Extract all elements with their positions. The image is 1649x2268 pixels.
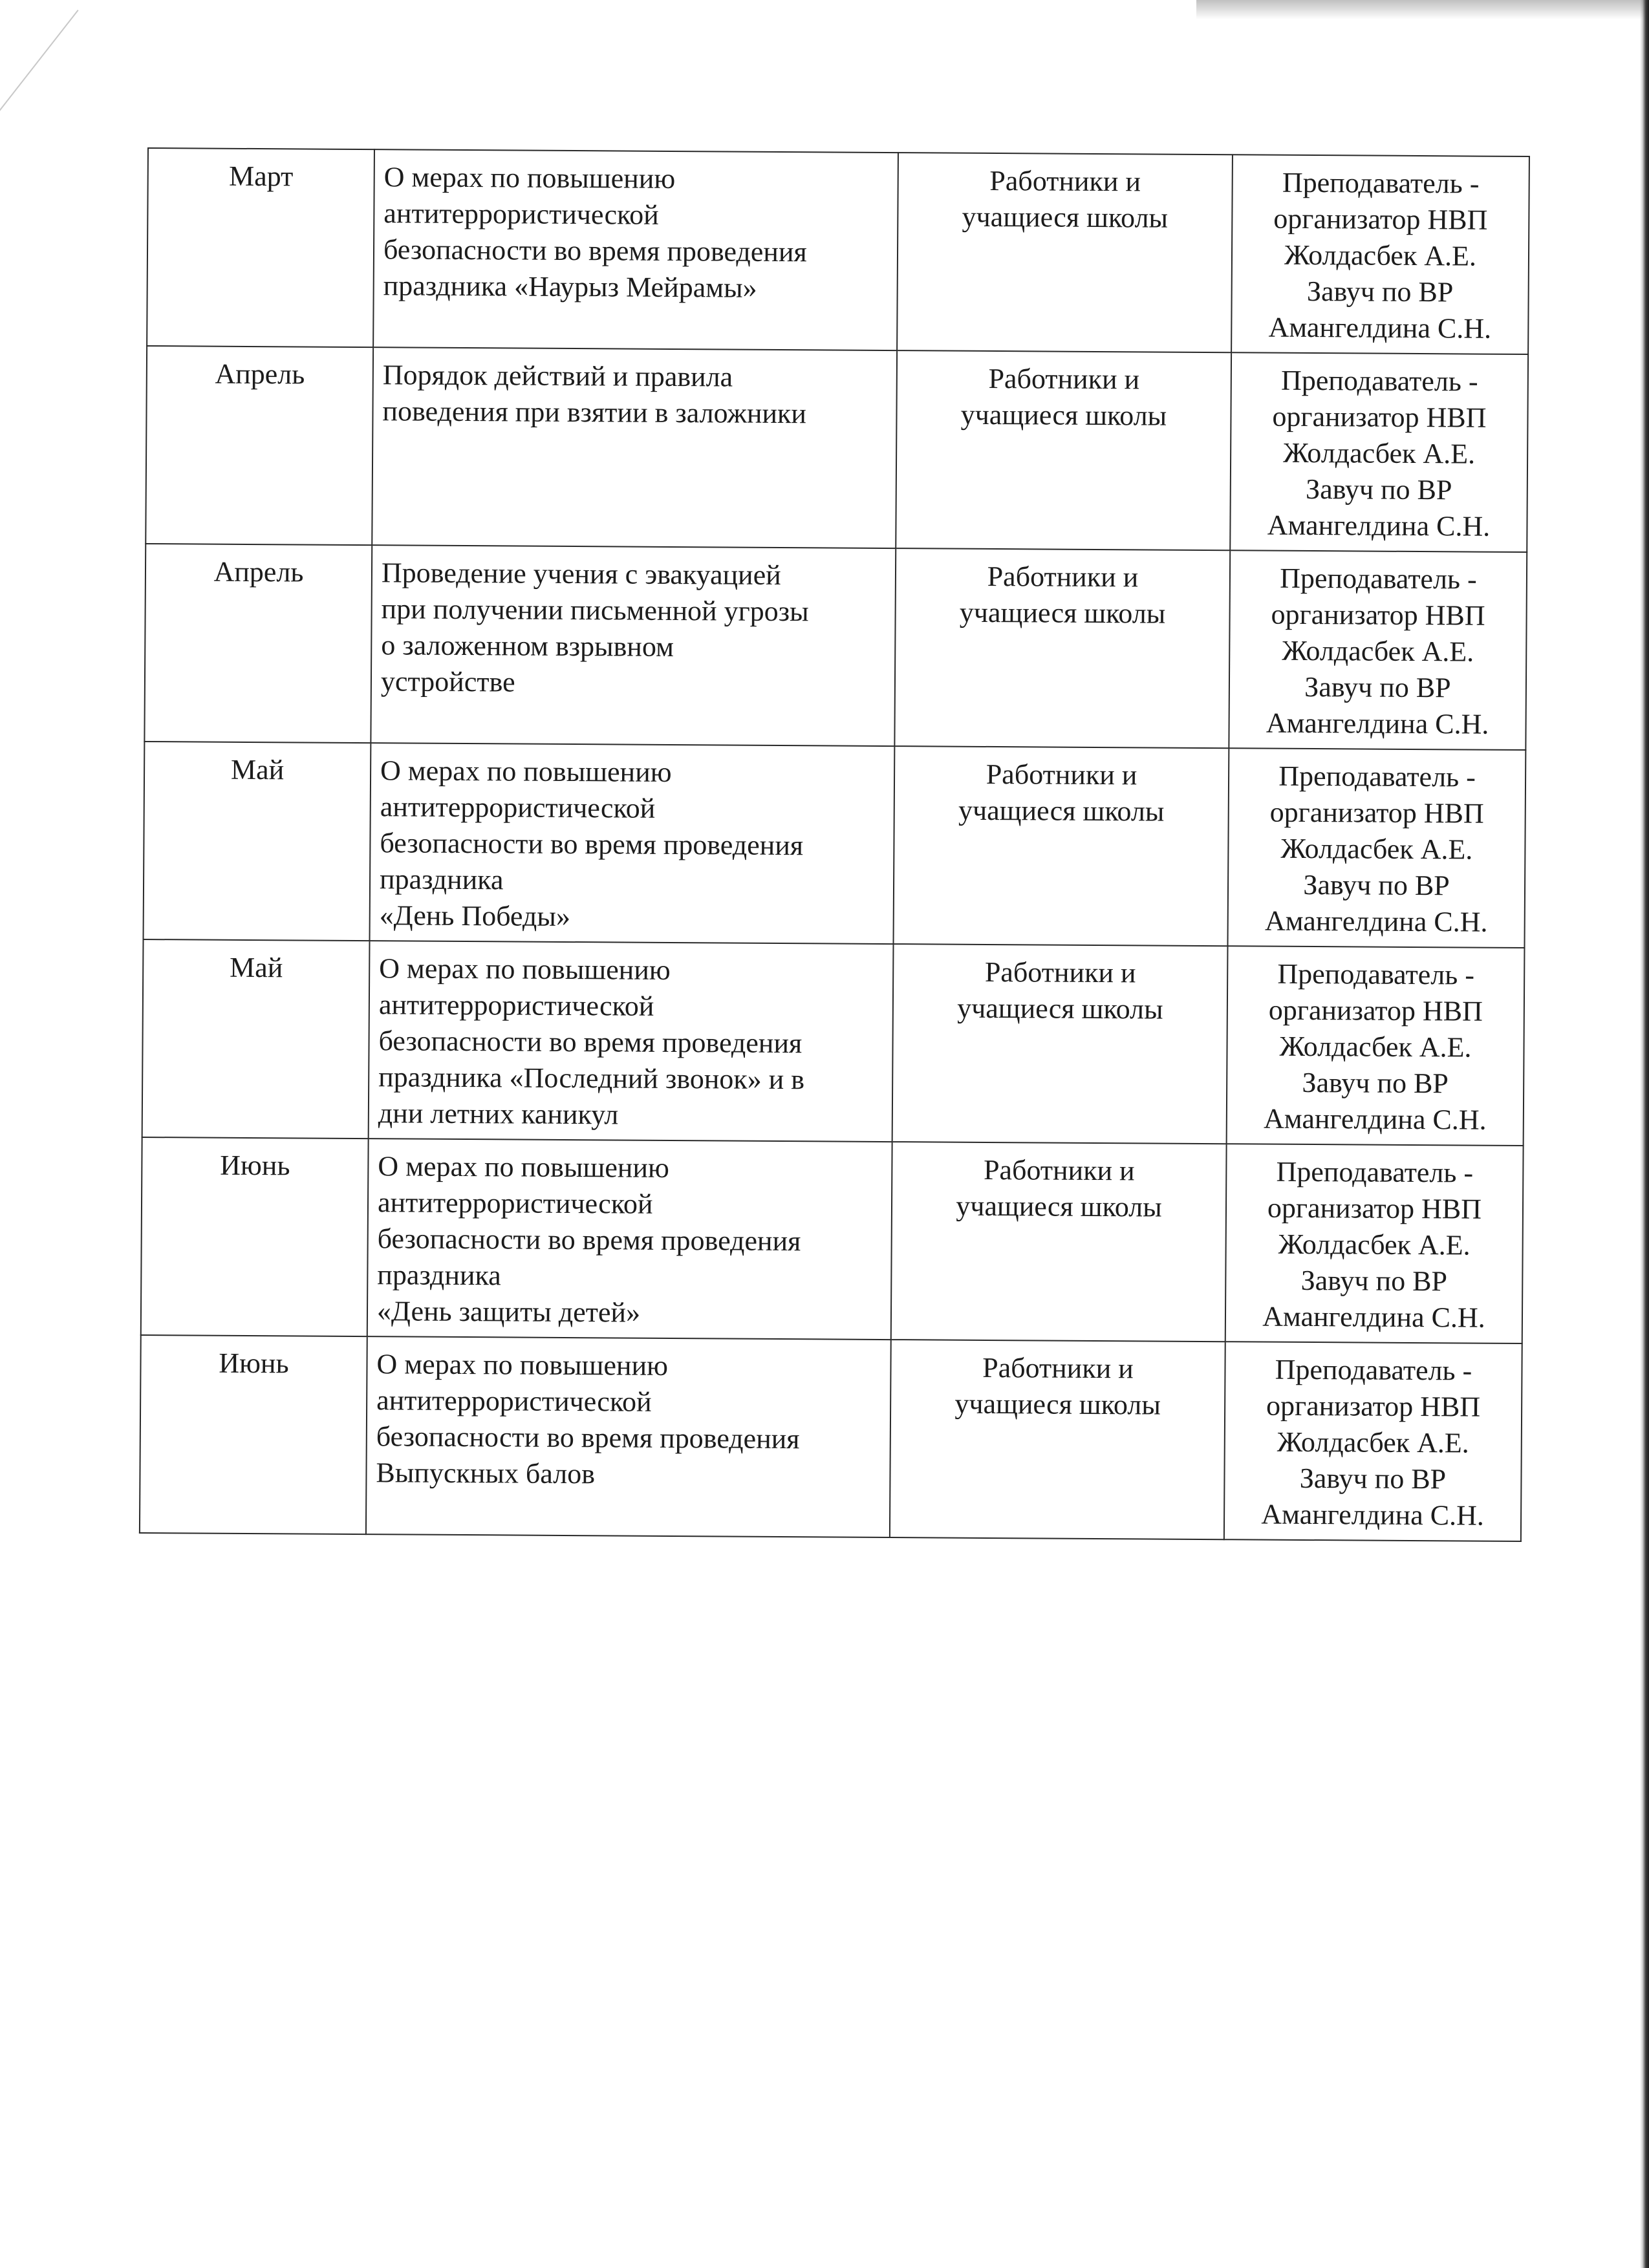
participants-cell xyxy=(891,1142,1227,1342)
month-cell: Июнь xyxy=(140,1335,367,1534)
responsible-cell xyxy=(1230,352,1528,552)
participants-cell-line: Работники и xyxy=(987,560,1139,594)
responsible-cell-line: Амангелдина С.Н. xyxy=(1267,509,1491,542)
responsible-cell-line: Преподаватель - xyxy=(1276,1155,1474,1189)
topic-cell-line: О мерах по повышению xyxy=(383,161,676,195)
scan-top-shadow xyxy=(1196,0,1649,19)
participants-cell-line: Работники и xyxy=(982,1351,1134,1385)
month-cell: Март xyxy=(147,148,374,347)
table-row xyxy=(144,544,1527,750)
responsible-cell-line: Амангелдина С.Н. xyxy=(1266,707,1489,740)
topic-cell-line: праздника «Последний звонок» и в xyxy=(378,1061,805,1096)
topic-cell xyxy=(373,149,898,350)
responsible-cell-line: организатор НВП xyxy=(1269,796,1484,829)
topic-cell-line: праздника «Наурыз Мейрамы» xyxy=(383,270,757,304)
participants-cell-line: Работники и xyxy=(988,362,1140,396)
responsible-cell xyxy=(1231,155,1529,354)
participants-cell xyxy=(890,1340,1225,1539)
month-cell: Май xyxy=(142,939,370,1139)
topic-cell xyxy=(369,941,894,1142)
table-row xyxy=(141,1137,1524,1343)
topic-cell-line: антитеррористической xyxy=(376,1384,652,1418)
participants-cell xyxy=(896,350,1231,550)
topic-cell-line: безопасности во время проведения xyxy=(376,1420,800,1455)
responsible-cell xyxy=(1229,550,1527,750)
responsible-cell-line: Завуч по ВР xyxy=(1302,1066,1449,1100)
participants-cell-line: учащиеся школы xyxy=(962,200,1169,234)
topic-cell xyxy=(370,743,895,944)
topic-cell-line: антитеррористической xyxy=(380,791,656,824)
events-table xyxy=(139,147,1530,1542)
responsible-cell-line: организатор НВП xyxy=(1272,400,1487,434)
month-cell: Апрель xyxy=(146,346,373,545)
participants-cell-line: Работники и xyxy=(989,164,1141,198)
responsible-cell-line: Жолдасбек А.Е. xyxy=(1280,832,1473,866)
participants-cell-line: учащиеся школы xyxy=(960,398,1167,432)
responsible-cell-line: организатор НВП xyxy=(1268,994,1483,1027)
participants-cell xyxy=(893,746,1229,946)
responsible-cell-line: Завуч по ВР xyxy=(1299,1462,1447,1495)
participants-cell-line: Работники и xyxy=(984,956,1136,989)
scan-edge-shadow xyxy=(1640,0,1649,2268)
responsible-cell-line: организатор НВП xyxy=(1271,598,1485,632)
participants-cell xyxy=(897,153,1233,352)
topic-cell-line: антитеррористической xyxy=(383,197,659,231)
month-cell: Май xyxy=(144,742,371,941)
topic-cell xyxy=(371,545,896,746)
responsible-cell xyxy=(1227,748,1525,948)
responsible-cell-line: Завуч по ВР xyxy=(1306,275,1454,308)
responsible-cell-line: Завуч по ВР xyxy=(1304,670,1451,704)
responsible-cell-line: организатор НВП xyxy=(1266,1389,1481,1423)
responsible-cell-line: Амангелдина С.Н. xyxy=(1262,1300,1485,1334)
table-row xyxy=(147,148,1529,354)
topic-cell-line: устройстве xyxy=(380,665,515,698)
events-table-body xyxy=(140,148,1529,1541)
responsible-cell-line: Преподаватель - xyxy=(1278,760,1476,793)
topic-cell-line: Порядок действий и правила xyxy=(382,359,733,393)
participants-cell-line: учащиеся школы xyxy=(959,596,1166,630)
responsible-cell-line: Завуч по ВР xyxy=(1305,473,1452,506)
topic-cell-line: безопасности во время проведения xyxy=(380,827,804,862)
topic-cell-line: «День Победы» xyxy=(379,899,571,933)
responsible-cell-line: Жолдасбек А.Е. xyxy=(1278,1228,1471,1261)
topic-cell-line: О мерах по повышению xyxy=(380,754,672,788)
topic-cell xyxy=(372,347,897,548)
topic-cell-line: антитеррористической xyxy=(377,1186,653,1220)
participants-cell xyxy=(892,944,1228,1144)
responsible-cell-line: организатор НВП xyxy=(1267,1192,1482,1225)
topic-cell-line: О мерах по повышению xyxy=(379,952,671,986)
topic-cell-line: о заложенном взрывном xyxy=(381,629,674,663)
participants-cell-line: Работники и xyxy=(986,758,1137,791)
topic-cell-line: О мерах по повышению xyxy=(376,1348,669,1382)
responsible-cell-line: Жолдасбек А.Е. xyxy=(1277,1426,1469,1459)
responsible-cell-line: Завуч по ВР xyxy=(1303,868,1450,902)
responsible-cell-line: Жолдасбек А.Е. xyxy=(1283,436,1476,470)
responsible-cell xyxy=(1224,1342,1522,1541)
responsible-cell xyxy=(1225,1144,1524,1343)
topic-cell-line: дни летних каникул xyxy=(378,1097,619,1131)
participants-cell-line: учащиеся школы xyxy=(957,992,1163,1025)
responsible-cell-line: Преподаватель - xyxy=(1275,1353,1472,1387)
topic-cell-line: поведения при взятии в заложники xyxy=(382,395,807,430)
table-row xyxy=(140,1335,1522,1541)
topic-cell-line: «День защиты детей» xyxy=(376,1295,641,1329)
topic-cell-line: безопасности во время проведения xyxy=(377,1223,801,1257)
month-cell: Июнь xyxy=(141,1137,369,1336)
table-row xyxy=(146,346,1528,552)
topic-cell-line: праздника xyxy=(379,863,504,896)
participants-cell xyxy=(894,548,1230,748)
responsible-cell-line: Жолдасбек А.Е. xyxy=(1284,239,1477,272)
table-row xyxy=(142,939,1525,1146)
topic-cell-line: Проведение учения с эвакуацией xyxy=(381,557,781,591)
topic-cell xyxy=(367,1139,892,1340)
topic-cell-line: безопасности во время проведения xyxy=(383,233,807,268)
table-row xyxy=(144,742,1526,948)
participants-cell-line: учащиеся школы xyxy=(958,794,1165,828)
responsible-cell-line: Амангелдина С.Н. xyxy=(1261,1498,1484,1532)
responsible-cell-line: Жолдасбек А.Е. xyxy=(1282,634,1474,668)
responsible-cell-line: Амангелдина С.Н. xyxy=(1268,311,1492,345)
responsible-cell-line: Преподаватель - xyxy=(1280,562,1477,595)
responsible-cell-line: Жолдасбек А.Е. xyxy=(1279,1030,1472,1064)
participants-cell-line: Работники и xyxy=(983,1153,1135,1187)
responsible-cell-line: Преподаватель - xyxy=(1280,364,1478,398)
participants-cell-line: учащиеся школы xyxy=(954,1387,1161,1421)
responsible-cell-line: Завуч по ВР xyxy=(1300,1264,1448,1298)
topic-cell-line: антитеррористической xyxy=(378,989,654,1022)
topic-cell-line: Выпускных балов xyxy=(376,1457,596,1490)
responsible-cell-line: Амангелдина С.Н. xyxy=(1264,904,1488,938)
topic-cell-line: праздника xyxy=(377,1259,501,1292)
responsible-cell-line: организатор НВП xyxy=(1273,202,1488,236)
responsible-cell-line: Амангелдина С.Н. xyxy=(1263,1102,1487,1136)
topic-cell xyxy=(366,1336,891,1537)
responsible-cell-line: Преподаватель - xyxy=(1282,166,1480,200)
responsible-cell-line: Преподаватель - xyxy=(1277,957,1475,991)
responsible-cell xyxy=(1227,946,1525,1146)
participants-cell-line: учащиеся школы xyxy=(956,1190,1162,1223)
month-cell: Апрель xyxy=(144,544,372,743)
topic-cell-line: безопасности во время проведения xyxy=(378,1025,803,1060)
topic-cell-line: О мерах по повышению xyxy=(378,1150,670,1184)
topic-cell-line: при получении письменной угрозы xyxy=(381,593,809,628)
